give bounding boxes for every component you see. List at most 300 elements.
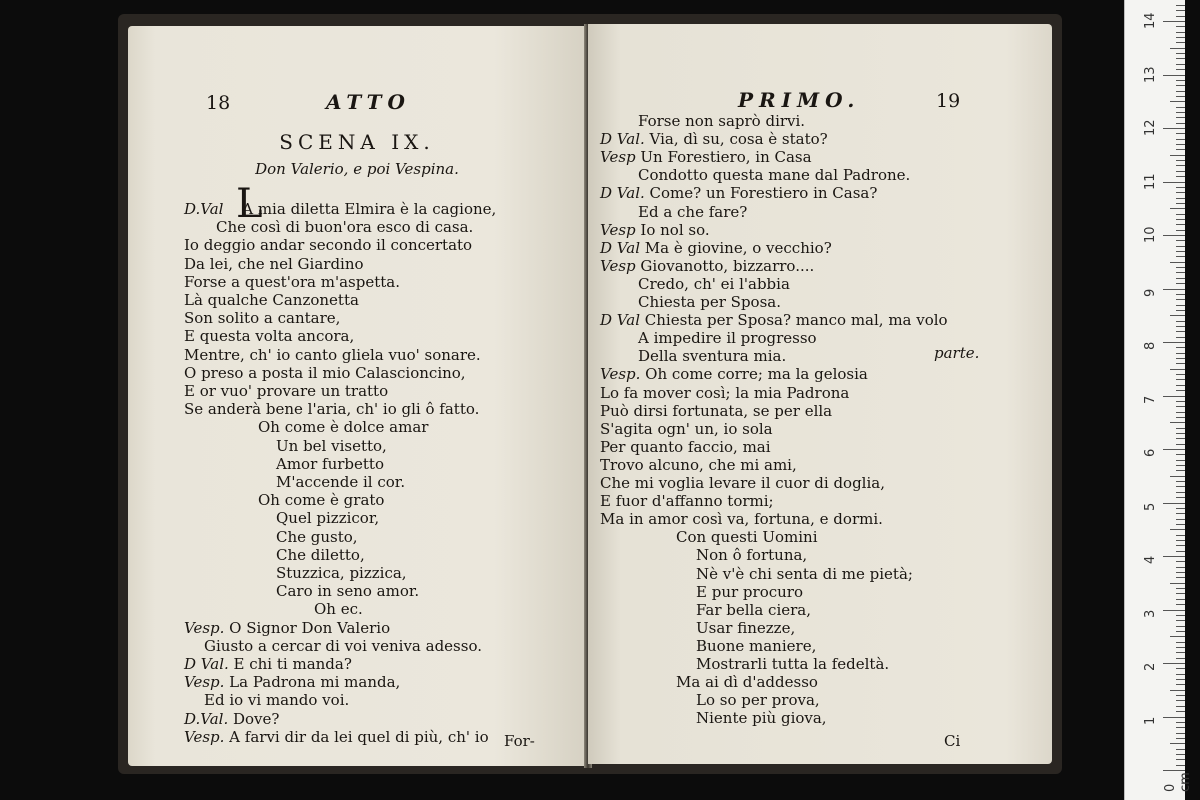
- ruler-tick: [1176, 759, 1185, 760]
- line-text: Lo fa mover così; la mia Padrona: [600, 383, 850, 402]
- line-text: Ma è giovine, o vecchio?: [644, 238, 832, 257]
- verse-line: [184, 619, 390, 637]
- ruler-tick: [1170, 262, 1185, 263]
- ruler-tick: [1163, 182, 1185, 183]
- line-text: Forse a quest'ora m'aspetta.: [184, 272, 400, 291]
- verse-line: [600, 420, 773, 438]
- drop-cap: L: [236, 181, 263, 227]
- ruler-tick: [1176, 406, 1185, 407]
- ruler-tick: [1170, 48, 1185, 49]
- verse-line: [204, 691, 349, 709]
- verse-line: [184, 364, 466, 382]
- line-text: Un bel visetto,: [276, 436, 387, 455]
- verse-line: [638, 293, 781, 311]
- line-text: E or vuo' provare un tratto: [184, 382, 389, 400]
- line-text: Far bella ciera,: [696, 600, 812, 619]
- ruler-tick: [1176, 230, 1185, 231]
- verse-line: [184, 291, 359, 309]
- speaker-label: Vesp.: [184, 673, 230, 692]
- ruler-tick: [1176, 738, 1185, 739]
- verse-line: [638, 347, 786, 365]
- line-text: E chi ti manda?: [233, 655, 352, 673]
- ruler-tick: [1170, 315, 1185, 316]
- ruler-tick: [1176, 321, 1185, 322]
- ruler-tick: [1163, 342, 1185, 343]
- line-text: Buone maniere,: [696, 636, 817, 655]
- verse-line: [696, 709, 827, 727]
- ruler-tick: [1176, 224, 1185, 225]
- ruler-tick: [1176, 722, 1185, 723]
- ruler-tick: [1176, 626, 1185, 627]
- ruler-tick: [1176, 481, 1185, 482]
- line-text: Forse non saprò dirvi.: [638, 112, 806, 130]
- ruler-tick: [1170, 690, 1185, 691]
- ruler-number: 11: [1143, 172, 1158, 190]
- ruler-tick: [1176, 214, 1185, 215]
- verse-line: [600, 510, 883, 528]
- line-text: Trovo alcuno, che mi ami,: [600, 455, 797, 474]
- ruler-tick: [1176, 572, 1185, 573]
- ruler-tick: [1176, 679, 1185, 680]
- ruler-tick: [1176, 711, 1185, 712]
- ruler-number: 13: [1143, 65, 1158, 83]
- ruler-tick: [1163, 610, 1185, 611]
- line-text: O preso a posta il mio Calascioncino,: [184, 363, 466, 382]
- ruler-tick: [1176, 246, 1185, 247]
- ruler-tick: [1176, 326, 1185, 327]
- ruler-tick: [1163, 556, 1185, 557]
- verse-line: [184, 309, 340, 327]
- line-text: Là qualche Canzonetta: [184, 291, 359, 309]
- ruler-tick: [1176, 358, 1185, 359]
- line-text: Ed io vi mando voi.: [204, 691, 350, 710]
- ruler-tick: [1176, 465, 1185, 466]
- ruler-tick: [1176, 133, 1185, 134]
- ruler-tick: [1176, 524, 1185, 525]
- ruler-tick: [1176, 428, 1185, 429]
- line-text: Può dirsi fortunata, se per ella: [600, 401, 833, 420]
- verse-line: [600, 311, 948, 329]
- speaker-label: D.Val: [184, 200, 229, 218]
- verse-line: [184, 200, 496, 218]
- verse-line: [600, 492, 774, 510]
- ruler-tick: [1170, 529, 1185, 530]
- ruler-tick: [1176, 91, 1185, 92]
- line-text: Ma in amor così va, fortuna, e dormi.: [600, 510, 883, 529]
- speaker-label: D.Val.: [184, 709, 233, 728]
- speaker-label: Vesp.: [600, 365, 646, 384]
- ruler-tick: [1176, 647, 1185, 648]
- ruler-tick: [1176, 706, 1185, 707]
- line-text: Chiesta per Sposa? manco mal, ma volo: [644, 311, 948, 330]
- line-text: Condotto questa mane dal Padrone.: [638, 166, 911, 185]
- line-text: Giusto a cercar di voi veniva adesso.: [204, 636, 482, 655]
- verse-line: [696, 655, 889, 673]
- speaker-label: D Val: [600, 238, 645, 257]
- ruler-tick: [1176, 5, 1185, 6]
- ruler-number: 6: [1143, 448, 1158, 457]
- verse-line: [184, 273, 400, 291]
- ruler-tick: [1176, 347, 1185, 348]
- ruler-tick: [1176, 310, 1185, 311]
- verse-line: [314, 600, 363, 618]
- verse-line: [696, 583, 803, 601]
- verse-line: [184, 655, 352, 673]
- left-running-head: ATTO: [326, 90, 411, 114]
- verse-line: [184, 400, 479, 418]
- verse-line: [184, 382, 388, 400]
- ruler-tick: [1176, 123, 1185, 124]
- ruler-number: 12: [1143, 119, 1158, 136]
- ruler-tick: [1176, 733, 1185, 734]
- ruler-tick: [1176, 187, 1185, 188]
- ruler-tick: [1176, 42, 1185, 43]
- ruler-tick: [1176, 171, 1185, 172]
- ruler-number: 5: [1143, 502, 1158, 511]
- verse-line: [696, 619, 795, 637]
- line-text: Non ô fortuna,: [696, 546, 808, 565]
- ruler-tick: [1176, 652, 1185, 653]
- ruler-tick: [1176, 615, 1185, 616]
- right-page-number: 19: [936, 90, 961, 112]
- ruler-tick: [1176, 256, 1185, 257]
- ruler-tick: [1176, 219, 1185, 220]
- ruler-number: 1: [1143, 716, 1158, 725]
- ruler-tick: [1176, 58, 1185, 59]
- ruler-tick: [1176, 117, 1185, 118]
- ruler-tick: [1176, 353, 1185, 354]
- ruler-tick: [1176, 668, 1185, 669]
- left-catchword: For-: [504, 732, 535, 750]
- scene-title: SCENA IX.: [279, 130, 435, 154]
- ruler-tick: [1176, 588, 1185, 589]
- ruler-tick: [1176, 96, 1185, 97]
- ruler-tick: [1176, 64, 1185, 65]
- speaker-label: D Val.: [600, 130, 650, 149]
- speaker-label: Vesp.: [184, 727, 230, 746]
- line-text: Come? un Forestiero in Casa?: [649, 184, 878, 203]
- ruler-tick: [1176, 545, 1185, 546]
- ruler-tick: [1176, 112, 1185, 113]
- ruler-number: 9: [1143, 288, 1158, 297]
- ruler-tick: [1176, 412, 1185, 413]
- ruler-tick: [1176, 305, 1185, 306]
- verse-line: [638, 329, 817, 347]
- verse-line: [600, 384, 849, 402]
- speaker-label: Vesp.: [184, 618, 230, 637]
- verse-line: [184, 673, 400, 691]
- ruler-tick: [1176, 251, 1185, 252]
- ruler-tick: [1176, 599, 1185, 600]
- ruler-tick: [1176, 684, 1185, 685]
- ruler-number: 2: [1143, 662, 1158, 671]
- ruler-tick: [1176, 417, 1185, 418]
- ruler-tick: [1176, 299, 1185, 300]
- line-text: A impedire il progresso: [638, 329, 817, 348]
- ruler-tick: [1176, 37, 1185, 38]
- ruler-tick: [1176, 749, 1185, 750]
- ruler-tick: [1176, 107, 1185, 108]
- verse-line: [696, 565, 913, 583]
- ruler-tick: [1176, 149, 1185, 150]
- ruler-tick: [1176, 294, 1185, 295]
- ruler-tick: [1176, 486, 1185, 487]
- ruler-number: 3: [1143, 609, 1158, 618]
- ruler-tick: [1176, 438, 1185, 439]
- line-text: Da lei, che nel Giardino: [184, 254, 364, 273]
- verse-line: [638, 275, 790, 293]
- ruler-unit-label: 0 cm: [1163, 772, 1193, 792]
- ruler-tick: [1176, 390, 1185, 391]
- ruler-tick: [1176, 26, 1185, 27]
- line-text: Io nol so.: [640, 220, 710, 239]
- ruler-tick: [1170, 422, 1185, 423]
- ruler-tick: [1176, 16, 1185, 17]
- verse-line: [600, 221, 710, 239]
- ruler-tick: [1176, 272, 1185, 273]
- ruler-tick: [1163, 289, 1185, 290]
- left-page-number: 18: [206, 92, 231, 114]
- verse-line: [600, 474, 885, 492]
- verse-line: [600, 438, 771, 456]
- verse-line: [696, 637, 816, 655]
- ruler-tick: [1163, 449, 1185, 450]
- ruler-tick: [1176, 240, 1185, 241]
- ruler-tick: [1163, 717, 1185, 718]
- verse-line: [696, 691, 820, 709]
- ruler-number: 7: [1143, 395, 1158, 404]
- ruler-tick: [1170, 583, 1185, 584]
- line-text: Che diletto,: [276, 545, 365, 564]
- ruler-tick: [1176, 492, 1185, 493]
- verse-line: [204, 637, 482, 655]
- ruler-tick: [1176, 642, 1185, 643]
- left-page: [128, 26, 586, 766]
- verse-line: [600, 456, 797, 474]
- line-text: Caro in seno amor.: [276, 582, 420, 601]
- verse-line: [276, 582, 419, 600]
- ruler-tick: [1176, 374, 1185, 375]
- line-text: Ma ai dì d'addesso: [676, 673, 818, 692]
- ruler-tick: [1176, 454, 1185, 455]
- ruler-tick: [1163, 21, 1185, 22]
- ruler-tick: [1176, 85, 1185, 86]
- ruler-tick: [1170, 743, 1185, 744]
- verse-line: [600, 402, 832, 420]
- verse-line: [638, 166, 910, 184]
- line-text: Che gusto,: [276, 527, 358, 546]
- line-text: Amor furbetto: [276, 454, 384, 473]
- ruler-tick: [1170, 369, 1185, 370]
- verse-line: [600, 365, 868, 383]
- verse-line: [676, 528, 818, 546]
- ruler-tick: [1176, 363, 1185, 364]
- line-text: Oh come è grato: [258, 491, 385, 510]
- speaker-label: D Val: [600, 311, 645, 330]
- line-text: M'accende il cor.: [276, 473, 406, 491]
- ruler-tick: [1176, 577, 1185, 578]
- line-text: Usar finezze,: [696, 618, 796, 637]
- verse-line: [638, 112, 805, 130]
- ruler-number: 4: [1143, 555, 1158, 564]
- ruler-tick: [1176, 385, 1185, 386]
- ruler-tick: [1176, 513, 1185, 514]
- ruler-tick: [1176, 160, 1185, 161]
- verse-line: [676, 673, 818, 691]
- line-text: Nè v'è chi senta di me pietà;: [696, 564, 913, 583]
- verse-line: [638, 203, 747, 221]
- verse-line: [600, 239, 832, 257]
- line-text: Credo, ch' ei l'abbia: [638, 274, 790, 293]
- ruler-tick: [1170, 636, 1185, 637]
- line-text: Che mi voglia levare il cuor di doglia,: [600, 474, 885, 492]
- ruler-tick: [1163, 128, 1185, 129]
- ruler-tick: [1176, 631, 1185, 632]
- verse-line: [216, 218, 473, 236]
- verse-line: [276, 528, 358, 546]
- ruler-tick: [1176, 658, 1185, 659]
- line-text: Un Forestiero, in Casa: [640, 148, 812, 167]
- line-text: Chiesta per Sposa.: [638, 293, 781, 311]
- line-text: Lo so per prova,: [696, 691, 820, 710]
- verse-line: [184, 346, 481, 364]
- line-text: Ed a che fare?: [638, 202, 748, 221]
- ruler-tick: [1176, 535, 1185, 536]
- ruler-tick: [1176, 497, 1185, 498]
- verse-line: [184, 236, 472, 254]
- line-text: Con questi Uomini: [676, 528, 818, 547]
- right-page: [588, 24, 1052, 764]
- line-text: Oh come corre; ma la gelosia: [645, 365, 868, 384]
- line-text: E questa volta ancora,: [184, 327, 355, 346]
- right-catchword: Ci: [944, 732, 961, 750]
- ruler-tick: [1163, 503, 1185, 504]
- verse-line: [276, 564, 407, 582]
- verse-line: [276, 455, 384, 473]
- ruler-tick: [1163, 235, 1185, 236]
- ruler-tick: [1176, 10, 1185, 11]
- ruler-tick: [1176, 53, 1185, 54]
- line-text: S'agita ogn' un, io sola: [600, 419, 773, 438]
- line-text: E pur procuro: [696, 582, 803, 601]
- ruler-tick: [1176, 551, 1185, 552]
- ruler-tick: [1176, 620, 1185, 621]
- ruler-tick: [1176, 567, 1185, 568]
- line-text: Quel pizzicor,: [276, 509, 380, 528]
- ruler-tick: [1176, 32, 1185, 33]
- ruler-tick: [1170, 208, 1185, 209]
- line-text: Stuzzica, pizzica,: [276, 564, 407, 582]
- ruler-tick: [1163, 396, 1185, 397]
- ruler-tick: [1176, 695, 1185, 696]
- ruler-tick: [1176, 198, 1185, 199]
- line-text: E fuor d'affanno tormi;: [600, 492, 774, 511]
- ruler-tick: [1176, 283, 1185, 284]
- ruler-tick: [1176, 331, 1185, 332]
- ruler-tick: [1176, 460, 1185, 461]
- ruler-number: 10: [1143, 226, 1158, 243]
- ruler-tick: [1176, 401, 1185, 402]
- speaker-label: Vesp: [600, 256, 641, 275]
- verse-line: [184, 728, 489, 746]
- line-text: Mentre, ch' io canto gliela vuo' sonare.: [184, 345, 481, 364]
- ruler-tick: [1170, 155, 1185, 156]
- ruler-tick: [1176, 765, 1185, 766]
- line-text: Niente più giova,: [696, 709, 827, 728]
- verse-line: [276, 509, 379, 527]
- stage-note-parte: parte.: [934, 344, 980, 362]
- ruler-tick: [1176, 176, 1185, 177]
- line-text: Son solito a cantare,: [184, 309, 341, 328]
- verse-line: [184, 255, 364, 273]
- ruler-tick: [1176, 203, 1185, 204]
- ruler-tick: [1176, 540, 1185, 541]
- line-text: O Signor Don Valerio: [229, 618, 391, 637]
- ruler-tick: [1163, 663, 1185, 664]
- verse-line: [696, 601, 811, 619]
- line-text: Dove?: [233, 709, 280, 728]
- speaker-label: D Val.: [600, 184, 650, 203]
- line-text: Mostrarli tutta la fedeltà.: [696, 655, 890, 673]
- line-text: Oh ec.: [314, 600, 363, 619]
- line-text: Per quanto faccio, mai: [600, 437, 771, 456]
- ruler-tick: [1176, 165, 1185, 166]
- verse-line: [184, 710, 279, 728]
- line-text: Della sventura mia.: [638, 347, 787, 366]
- ruler-tick: [1176, 561, 1185, 562]
- speaker-label: Vesp: [600, 220, 641, 239]
- verse-line: [600, 184, 877, 202]
- ruler-tick: [1176, 379, 1185, 380]
- ruler-tick: [1176, 192, 1185, 193]
- verse-line: [600, 130, 828, 148]
- ruler-number: 8: [1143, 341, 1158, 350]
- speaker-label: Vesp: [600, 148, 641, 167]
- ruler-tick: [1176, 727, 1185, 728]
- line-text: Via, dì su, cosa è stato?: [649, 130, 828, 149]
- ruler-tick: [1170, 101, 1185, 102]
- ruler-tick: [1176, 444, 1185, 445]
- ruler-tick: [1176, 508, 1185, 509]
- ruler-tick: [1176, 278, 1185, 279]
- ruler-tick: [1176, 144, 1185, 145]
- verse-line: [276, 473, 405, 491]
- line-text: Giovanotto, bizzarro....: [640, 256, 815, 275]
- line-text: Io deggio andar secondo il concertato: [184, 236, 473, 255]
- ruler-tick: [1170, 476, 1185, 477]
- ruler-tick: [1176, 433, 1185, 434]
- verse-line: [258, 418, 428, 436]
- verse-line: [600, 257, 814, 275]
- verse-line: [696, 546, 807, 564]
- ruler-tick: [1176, 139, 1185, 140]
- speaker-label: D Val.: [184, 655, 234, 673]
- line-text: A mia diletta Elmira è la cagione,: [242, 200, 497, 218]
- ruler-tick: [1176, 470, 1185, 471]
- ruler-tick: [1176, 267, 1185, 268]
- line-text: Oh come è dolce amar: [258, 418, 429, 437]
- verse-line: [184, 327, 354, 345]
- verse-line: [600, 148, 812, 166]
- stage-direction: Don Valerio, e poi Vespina.: [255, 160, 459, 178]
- ruler-tick: [1176, 754, 1185, 755]
- ruler-tick: [1163, 75, 1185, 76]
- measuring-ruler: [1124, 0, 1193, 800]
- line-text: A farvi dir da lei quel di più, ch' io: [229, 727, 489, 746]
- line-text: Se anderà bene l'aria, ch' io gli ô fatto.: [184, 400, 480, 419]
- ruler-tick: [1176, 674, 1185, 675]
- ruler-tick: [1176, 593, 1185, 594]
